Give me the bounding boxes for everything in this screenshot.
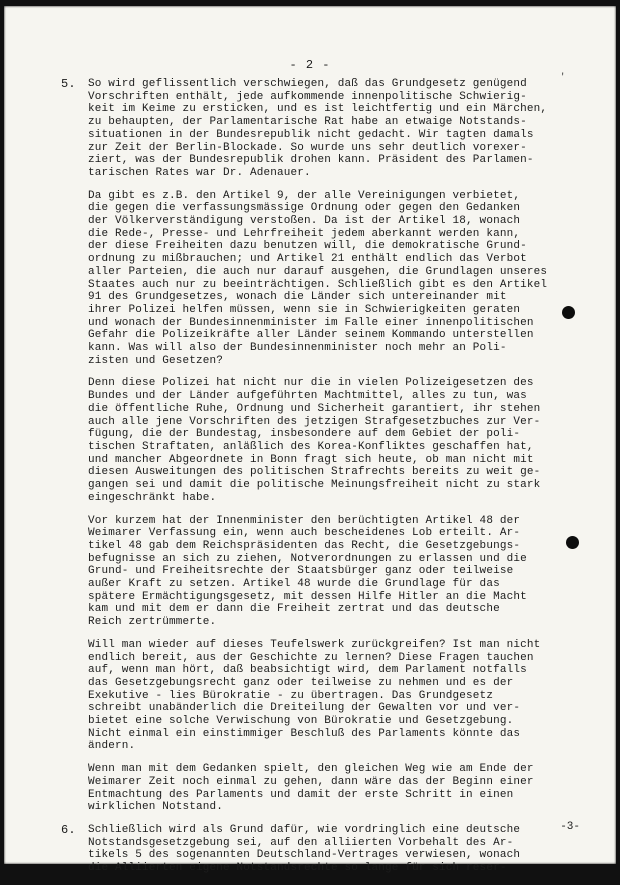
text-line: ordnung zu mißbrauchen; und Artikel 21 enthält endlich das Verbot — [88, 253, 527, 266]
paragraph-number: 5. — [61, 77, 76, 91]
text-line: der Völkerverständigung verstoßen. Da ist der Artikel 18, wonach — [88, 215, 521, 228]
text-line: Grund- und Freiheitsrechte der Staatsbürger ganz oder teilweise — [88, 565, 514, 578]
text-line: Da gibt es z.B. den Artikel 9, der alle Vereinigungen verbietet, — [88, 189, 521, 202]
text-line: diesen Ausweitungen des politischen Strafrechts bereits zu weit ge- — [88, 466, 541, 479]
text-line: schreibt unabänderlich die Dreiteilung der Gewalten vor und ver- — [88, 702, 521, 715]
text-line: situationen in der Bundesrepublik nicht gedacht. Wir tagten damals — [88, 128, 534, 141]
paragraph — [88, 763, 578, 814]
paragraph — [88, 377, 578, 504]
text-line: bietet eine solche Verwischung von Bürokratie und Gesetzgebung. — [88, 715, 514, 728]
corner-mark: ' — [560, 72, 566, 82]
text-line: befugnisse an sich zu ziehen, Notverordnungen zu erlassen und die — [88, 552, 527, 565]
text-line: Staates auch nur zu beeinträchtigen. Schließlich gibt es den Artikel — [88, 278, 548, 291]
document-page — [4, 6, 616, 875]
text-line: kam und mit dem er dann die Freiheit zertrat und das deutsche — [88, 603, 500, 616]
page-number: - 2 - — [289, 58, 331, 72]
text-line: wirklichen Notstand. — [88, 801, 224, 814]
text-line: Nicht einmal ein einstimmiger Beschluß des Parlaments könnte das — [88, 727, 521, 740]
document-body — [61, 77, 578, 885]
punch-hole-upper — [562, 306, 575, 319]
text-line: tikels 5 des sogenannten Deutschland-Vertrages verwiesen, wonach — [88, 849, 521, 862]
paragraph — [88, 190, 578, 368]
text-line: Denn diese Polizei hat nicht nur die in vielen Polizeigesetzen des — [88, 377, 534, 390]
text-line: eingeschränkt habe. — [88, 491, 217, 504]
text-line: aller Parteien, die auch nur darauf ausgehen, die Grundlagen unseres — [88, 265, 548, 278]
text-line: zu behaupten, der Parlamentarische Rat habe an etwaige Notstands- — [88, 116, 527, 129]
text-line: So wird geflissentlich verschwiegen, daß das Grundgesetz genügend — [88, 78, 527, 90]
text-line: ziert, was der Bundesrepublik drohen kann. Präsident des Parlamen- — [88, 154, 534, 167]
text-line: zur Zeit der Berlin-Blockade. So wurde uns sehr deutlich vorexer- — [88, 141, 527, 154]
text-line: die Rede-, Presse- und Lehrfreiheit jedem aberkannt werden kann, — [88, 227, 521, 240]
text-line: kann. Was will also der Bundesinnenminister noch mehr an Poli- — [88, 342, 507, 355]
text-line: Schließlich wird als Grund dafür, wie vordringlich eine deutsche — [88, 823, 521, 836]
text-line: die Alliierten eigene Notstandsrechte so lange für sich reser- — [88, 862, 507, 875]
text-line: auch alle jene Vorschriften des jetzigen Strafgesetzbuches zur Ver- — [88, 415, 541, 428]
text-line: außer Kraft zu setzen. Artikel 48 wurde die Grundlage für das — [88, 578, 500, 591]
text-line: tischen Straftaten, anläßlich des Korea-Konfliktes geschaffen hat, — [88, 440, 534, 453]
text-line: ihrer Polizei helfen müssen, wenn sie in Schwierigkeiten geraten — [88, 303, 521, 316]
text-line: das Gesetzgebungsrecht ganz oder teilweise zu nehmen und es der — [88, 676, 514, 689]
footer-page-ref: -3- — [560, 821, 580, 833]
text-line: Vorschriften enthält, jede aufkommende innenpolitische Schwierig- — [88, 90, 527, 103]
paragraph — [61, 77, 578, 180]
text-line: Reich zertrümmerte. — [88, 616, 217, 629]
text-line: spätere Ermächtigungsgesetz, mit dessen Hilfe Hitler an die Macht — [88, 590, 527, 603]
text-line: Bundes und der Länder aufgeführten Machtmittel, alles zu tun, was — [88, 390, 527, 403]
text-line: und wonach der Bundesinnenminister im Falle einer innenpolitischen — [88, 316, 534, 329]
text-line: endlich bereit, aus der Geschichte zu lernen? Diese Fragen tauchen — [88, 651, 534, 664]
paragraph-number: 6. — [61, 822, 76, 837]
text-line: Exekutive - lies Bürokratie - zu übertragen. Das Grundgesetz — [88, 689, 494, 702]
text-line: ändern. — [88, 740, 136, 753]
text-line: fügung, die der Bundestag, insbesondere auf dem Gebiet der poli- — [88, 428, 521, 441]
text-line: die öffentliche Ruhe, Ordnung und Sicherheit garantiert, ihr stehen — [88, 402, 541, 415]
paragraph — [88, 515, 578, 629]
text-line: tarischen Rates war Dr. Adenauer. — [88, 166, 311, 179]
text-line: zisten und Gesetzen? — [88, 354, 224, 367]
text-line: Notstandsgesetzgebung sei, auf den alliierten Vorbehalt des Ar- — [88, 836, 514, 849]
paragraph — [88, 639, 578, 753]
text-line: Gefahr die Polizeikräfte aller Länder seinem Kommando unterstellen — [88, 329, 534, 342]
text-line: 91 des Grundgesetzes, wonach die Länder sich untereinander mit — [88, 291, 507, 304]
text-line: tikel 48 gab dem Reichspräsidenten das Recht, die Gesetzgebungs- — [88, 539, 521, 552]
text-line: Weimarer Verfassung ein, wenn auch bescheidenes Lob erteilt. Ar- — [88, 527, 521, 540]
text-line: Entmachtung des Parlaments und damit der erste Schritt in einen — [88, 788, 514, 801]
text-line: keit im Keime zu ersticken, und es ist leichtfertig und ein Märchen, — [88, 103, 548, 116]
text-line: auf, wenn man hört, daß beabsichtigt wird, dem Parlament notfalls — [88, 664, 527, 677]
text-line: Weimarer Zeit noch einmal zu gehen, dann wäre das der Beginn einer — [88, 775, 534, 788]
text-line: gangen sei und damit die politische Meinungsfreiheit nicht zu stark — [88, 479, 541, 492]
punch-hole-lower — [566, 536, 579, 549]
text-line: der diese Freiheiten dazu benutzen will, die demokratische Grund- — [88, 240, 527, 253]
text-line: und mancher Abgeordnete in Bonn fragt sich heute, ob man nicht mit — [88, 453, 534, 466]
text-line: Wenn man mit dem Gedanken spielt, den gleichen Weg wie am Ende der — [88, 763, 534, 776]
text-line: die gegen die verfassungsmässige Ordnung oder gegen den Gedanken — [88, 202, 521, 215]
paragraph — [61, 822, 578, 875]
text-line: Vor kurzem hat der Innenminister den berüchtigten Artikel 48 der — [88, 514, 521, 527]
text-line: Will man wieder auf dieses Teufelswerk zurückgreifen? Ist man nicht — [88, 638, 541, 651]
